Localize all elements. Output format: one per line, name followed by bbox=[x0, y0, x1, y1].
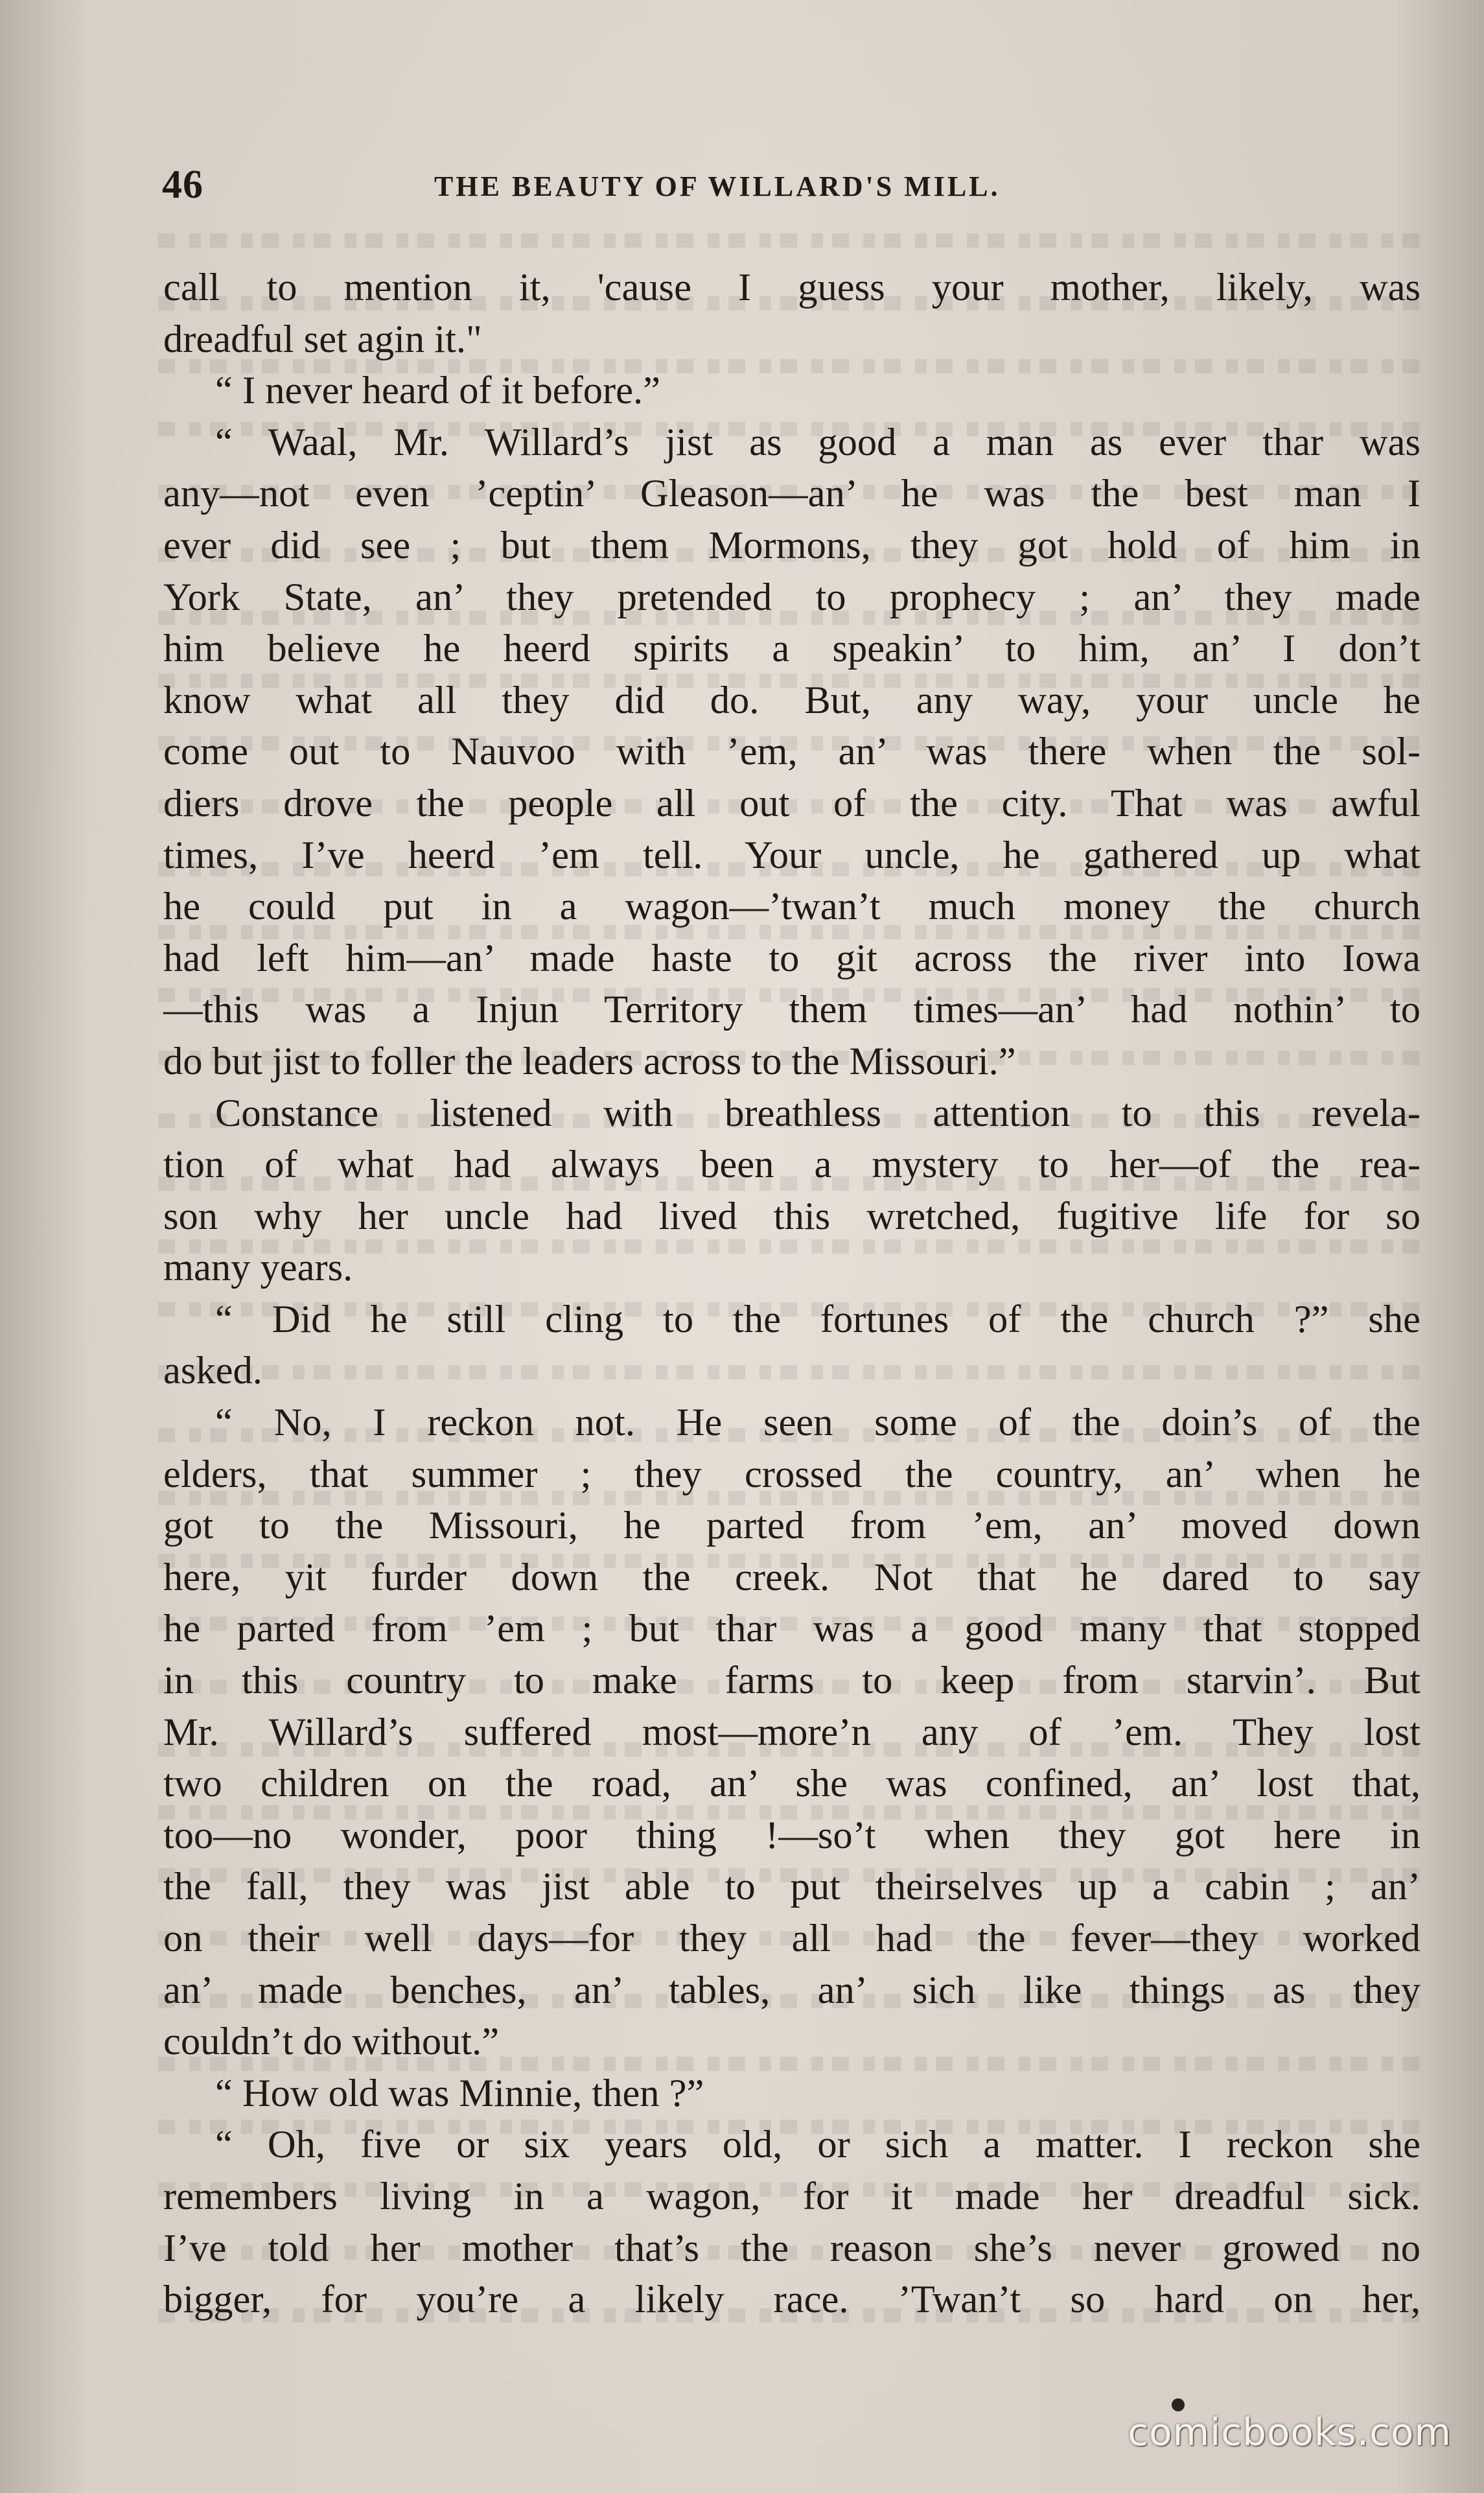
text-line: got to the Missouri, he parted from ’em, an’ moved down bbox=[163, 1504, 1420, 1548]
text-line: “ How old was Minnie, then ?” bbox=[215, 2071, 704, 2115]
page-number: 46 bbox=[162, 163, 203, 207]
text-line: he could put in a wagon—’twan’t much money the church bbox=[163, 885, 1420, 929]
text-line: dreadful set agin it." bbox=[163, 317, 482, 361]
text-line: too—no wonder, poor thing !—so’t when they got here in bbox=[163, 1813, 1420, 1857]
text-line: asked. bbox=[163, 1349, 262, 1393]
text-line: son why her uncle had lived this wretched, fugitive life for so bbox=[163, 1194, 1420, 1238]
text-line: call to mention it, 'cause I guess your mother, likely, was bbox=[163, 266, 1420, 309]
ink-speck bbox=[1172, 2398, 1185, 2411]
text-line: tion of what had always been a mystery to her—of the rea- bbox=[163, 1143, 1420, 1187]
text-line: “ Did he still cling to the fortunes of the church ?” she bbox=[215, 1297, 1420, 1341]
text-line: any—not even ’ceptin’ Gleason—an’ he was the best man I bbox=[163, 472, 1420, 516]
running-head: THE BEAUTY OF WILLARD'S MILL. bbox=[434, 170, 1001, 202]
text-line: remembers living in a wagon, for it made her dreadful sick. bbox=[163, 2174, 1420, 2218]
body-text bbox=[163, 262, 1420, 2326]
text-line: had left him—an’ made haste to git across the river into Iowa bbox=[163, 936, 1420, 980]
text-line: “ Waal, Mr. Willard’s jist as good a man as ever thar was bbox=[215, 420, 1420, 464]
text-line: Constance listened with breathless attention to this revela- bbox=[215, 1091, 1420, 1135]
text-line: do but jist to foller the leaders across to the Missouri.” bbox=[163, 1039, 1016, 1083]
text-line: come out to Nauvoo with ’em, an’ was there when the sol- bbox=[163, 730, 1420, 774]
text-line: he parted from ’em ; but thar was a good many that stopped bbox=[163, 1607, 1420, 1651]
text-line: times, I’ve heerd ’em tell. Your uncle, he gathered up what bbox=[163, 833, 1420, 877]
text-line: bigger, for you’re a likely race. ’Twan’t so hard on her, bbox=[163, 2278, 1420, 2322]
text-line: “ I never heard of it before.” bbox=[215, 369, 660, 413]
text-line: the fall, they was jist able to put theirselves up a cabin ; an’ bbox=[163, 1865, 1420, 1909]
text-line: elders, that summer ; they crossed the country, an’ when he bbox=[163, 1452, 1420, 1496]
text-line: here, yit furder down the creek. Not that he dared to say bbox=[163, 1555, 1420, 1599]
text-line: ever did see ; but them Mormons, they got hold of him in bbox=[163, 523, 1420, 567]
text-line: —this was a Injun Territory them times—an’ had nothin’ to bbox=[163, 988, 1420, 1032]
text-line: Mr. Willard’s suffered most—more’n any of ’em. They lost bbox=[163, 1710, 1420, 1754]
text-line: in this country to make farms to keep from starvin’. But bbox=[163, 1659, 1420, 1703]
page-header bbox=[162, 162, 1348, 214]
text-line: couldn’t do without.” bbox=[163, 2020, 500, 2064]
text-line: two children on the road, an’ she was confined, an’ lost that, bbox=[163, 1762, 1420, 1806]
text-line: on their well days—for they all had the fever—they worked bbox=[163, 1917, 1420, 1960]
text-line: know what all they did do. But, any way, your uncle he bbox=[163, 678, 1420, 722]
text-line: “ No, I reckon not. He seen some of the doin’s of the bbox=[215, 1401, 1420, 1445]
text-line: I’ve told her mother that’s the reason she’s never growed no bbox=[163, 2226, 1420, 2270]
text-line: York State, an’ they pretended to prophecy ; an’ they made bbox=[163, 575, 1420, 619]
text-line: an’ made benches, an’ tables, an’ sich like things as they bbox=[163, 1968, 1420, 2012]
text-line: many years. bbox=[163, 1246, 353, 1290]
text-line: “ Oh, five or six years old, or sich a matter. I reckon she bbox=[215, 2123, 1420, 2167]
text-line: diers drove the people all out of the city. That was awful bbox=[163, 781, 1420, 825]
text-line: him believe he heerd spirits a speakin’ to him, an’ I don’t bbox=[163, 627, 1420, 671]
watermark: comicbooks.com bbox=[1128, 2410, 1452, 2454]
